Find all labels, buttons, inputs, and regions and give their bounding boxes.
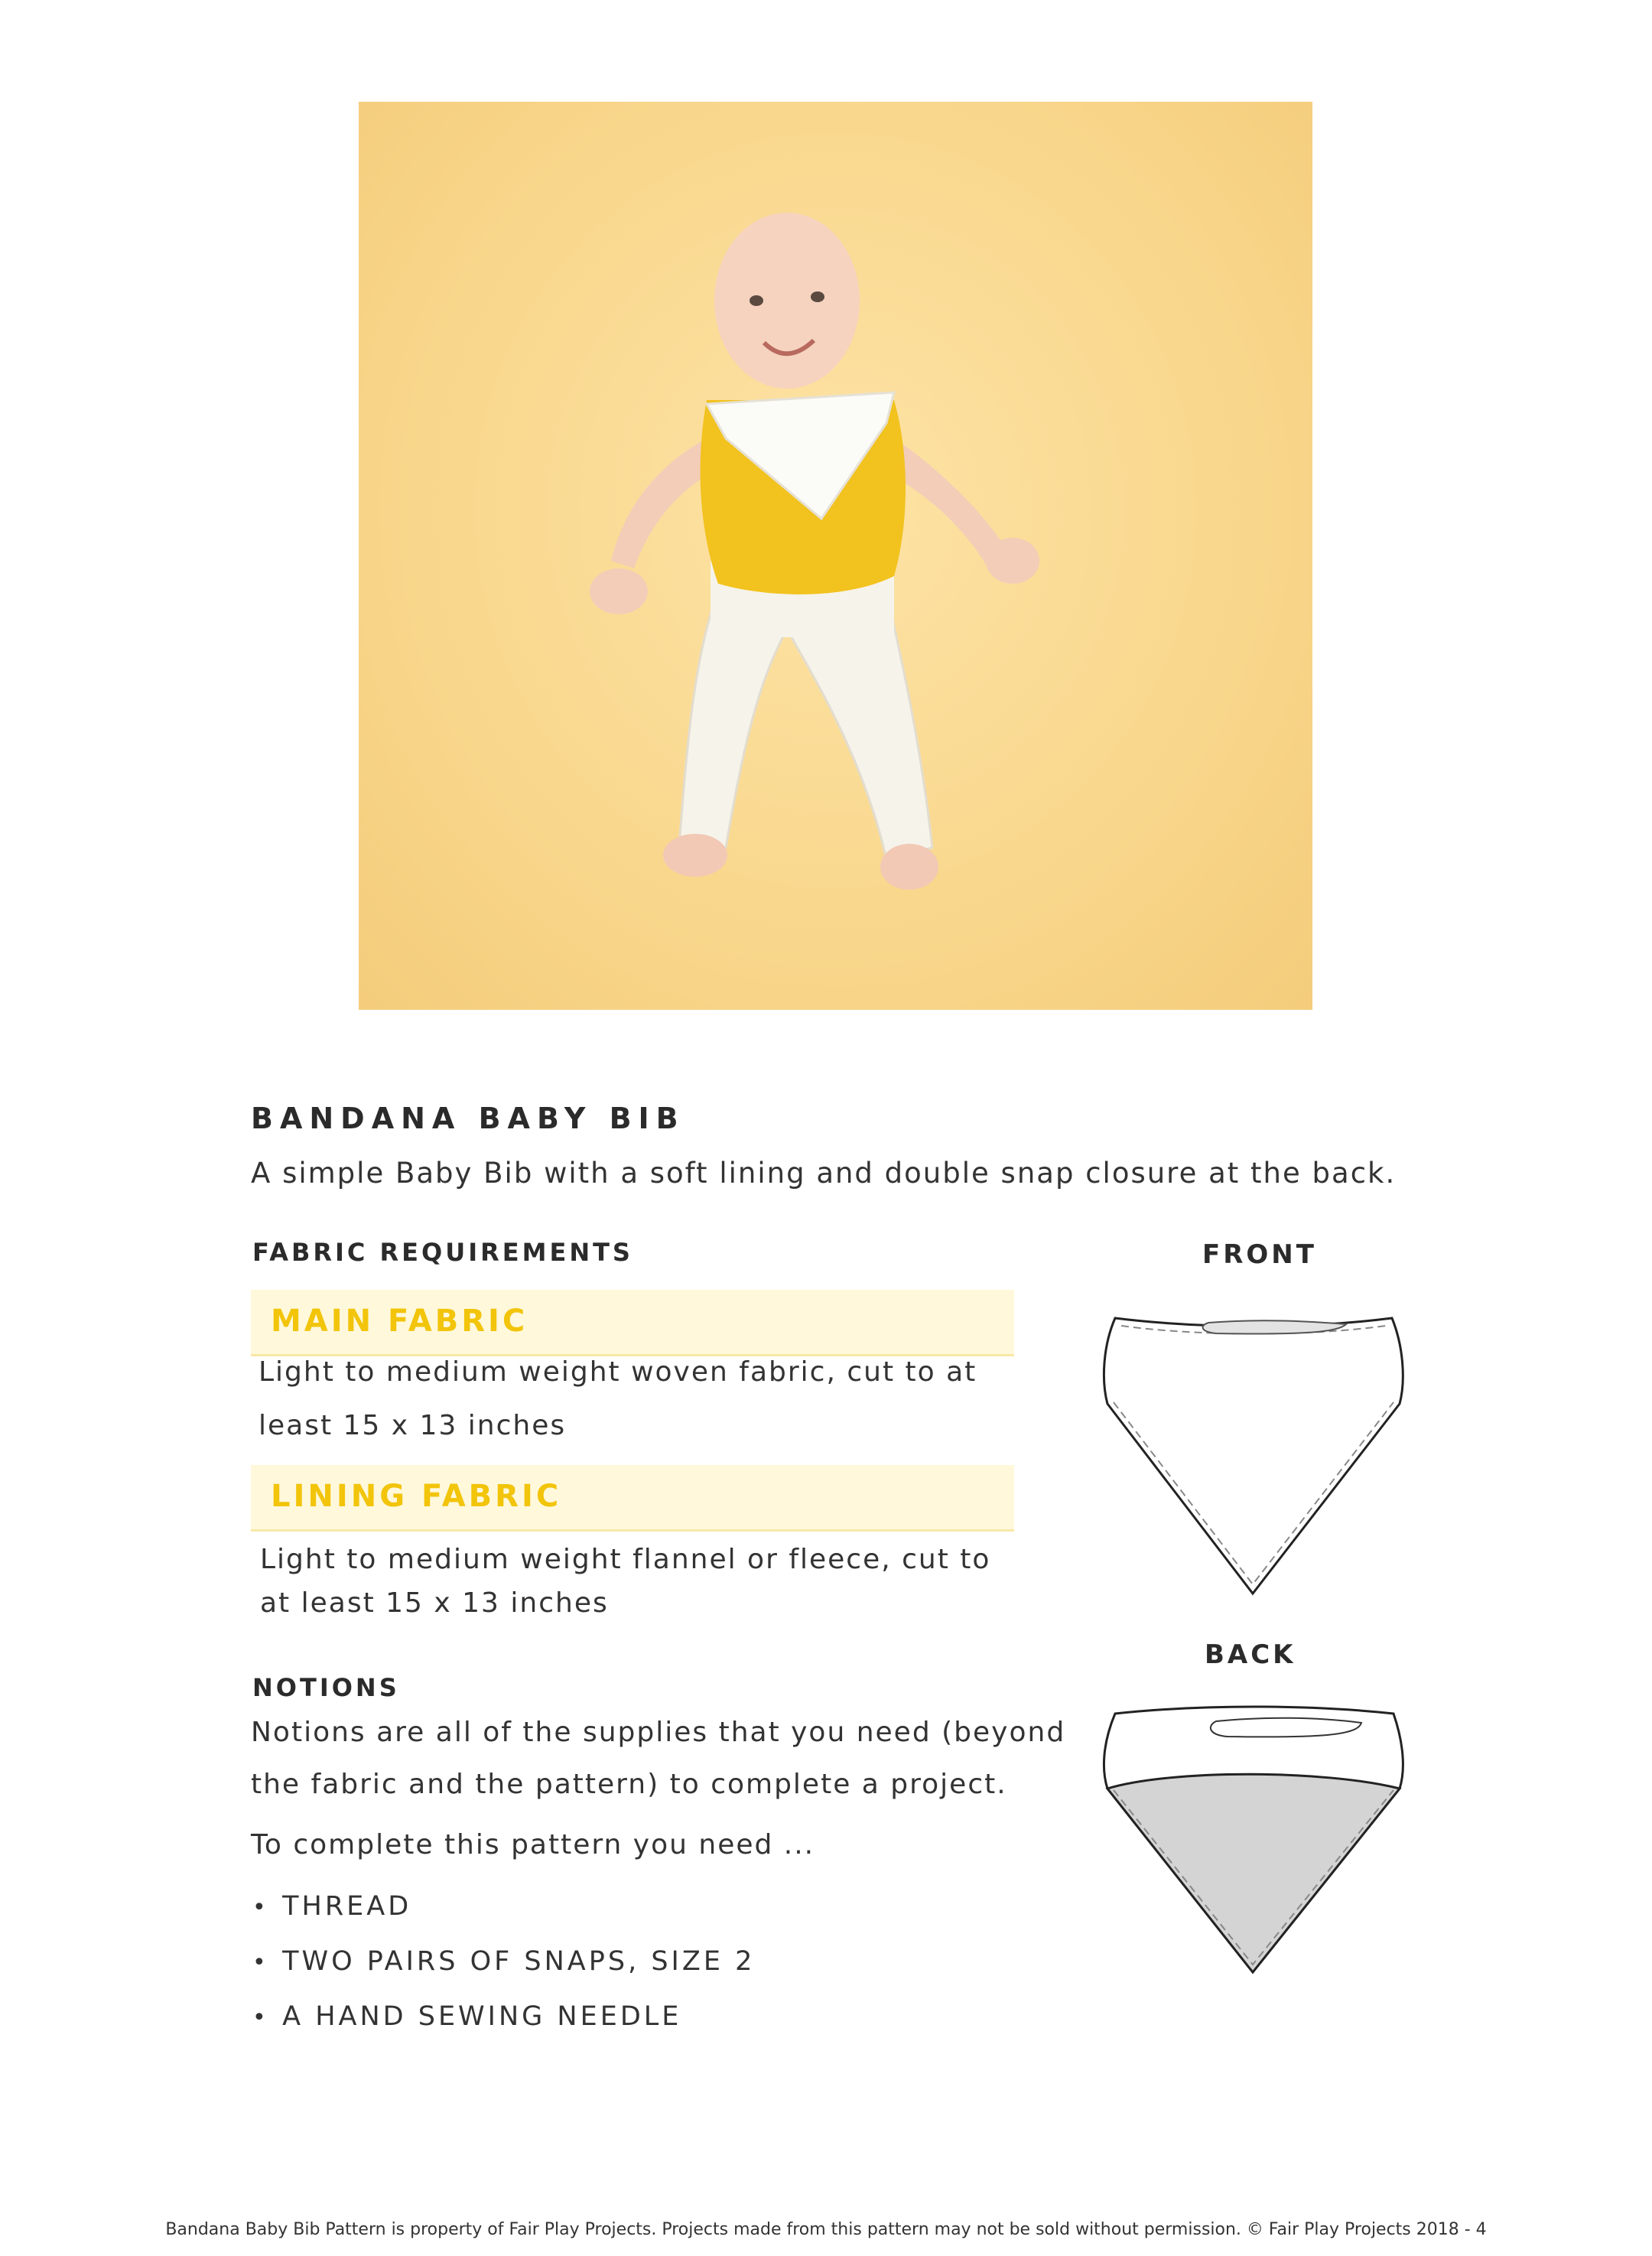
notions-line-3: To complete this pattern you need ... bbox=[251, 1829, 815, 1860]
main-fabric-line-2: least 15 x 13 inches bbox=[259, 1410, 567, 1441]
back-label: BACK bbox=[1205, 1639, 1296, 1670]
baby-illustration bbox=[359, 102, 1312, 1010]
main-fabric-line-1: Light to medium weight woven fabric, cut to at bbox=[259, 1356, 977, 1388]
notion-item-label: A HAND SEWING NEEDLE bbox=[282, 2001, 682, 2032]
page-footer: Bandana Baby Bib Pattern is property of Fair Play Projects. Projects made from this pattern may not be sold without permission. © Fair Play Projects 2018 - 4 bbox=[165, 2220, 1487, 2239]
notion-item-label: TWO PAIRS OF SNAPS, SIZE 2 bbox=[282, 1946, 756, 1977]
lining-fabric-line-1: Light to medium weight flannel or fleece, cut to bbox=[260, 1544, 991, 1575]
lining-fabric-band bbox=[251, 1465, 1014, 1532]
front-bib-diagram bbox=[1094, 1312, 1415, 1603]
back-bib-diagram bbox=[1094, 1704, 1415, 1980]
lining-fabric-line-2: at least 15 x 13 inches bbox=[260, 1587, 609, 1619]
notion-item: • TWO PAIRS OF SNAPS, SIZE 2 bbox=[252, 1946, 756, 1977]
notions-heading: NOTIONS bbox=[252, 1673, 400, 1702]
notion-item: • A HAND SEWING NEEDLE bbox=[252, 2001, 682, 2032]
page-title: BANDANA BABY BIB bbox=[251, 1102, 685, 1135]
notions-line-2: the fabric and the pattern) to complete a project. bbox=[251, 1769, 1007, 1800]
notion-item: • THREAD bbox=[252, 1891, 412, 1922]
front-label: FRONT bbox=[1202, 1239, 1317, 1270]
notions-line-1: Notions are all of the supplies that you need (beyond bbox=[251, 1717, 1066, 1748]
fabric-requirements-heading: FABRIC REQUIREMENTS bbox=[252, 1238, 633, 1267]
notion-item-label: THREAD bbox=[282, 1891, 412, 1922]
lining-fabric-label: LINING FABRIC bbox=[271, 1479, 562, 1514]
main-fabric-label: MAIN FABRIC bbox=[271, 1304, 528, 1339]
baby-photo bbox=[359, 102, 1312, 1010]
page-subtitle: A simple Baby Bib with a soft lining and double snap closure at the back. bbox=[251, 1157, 1397, 1190]
